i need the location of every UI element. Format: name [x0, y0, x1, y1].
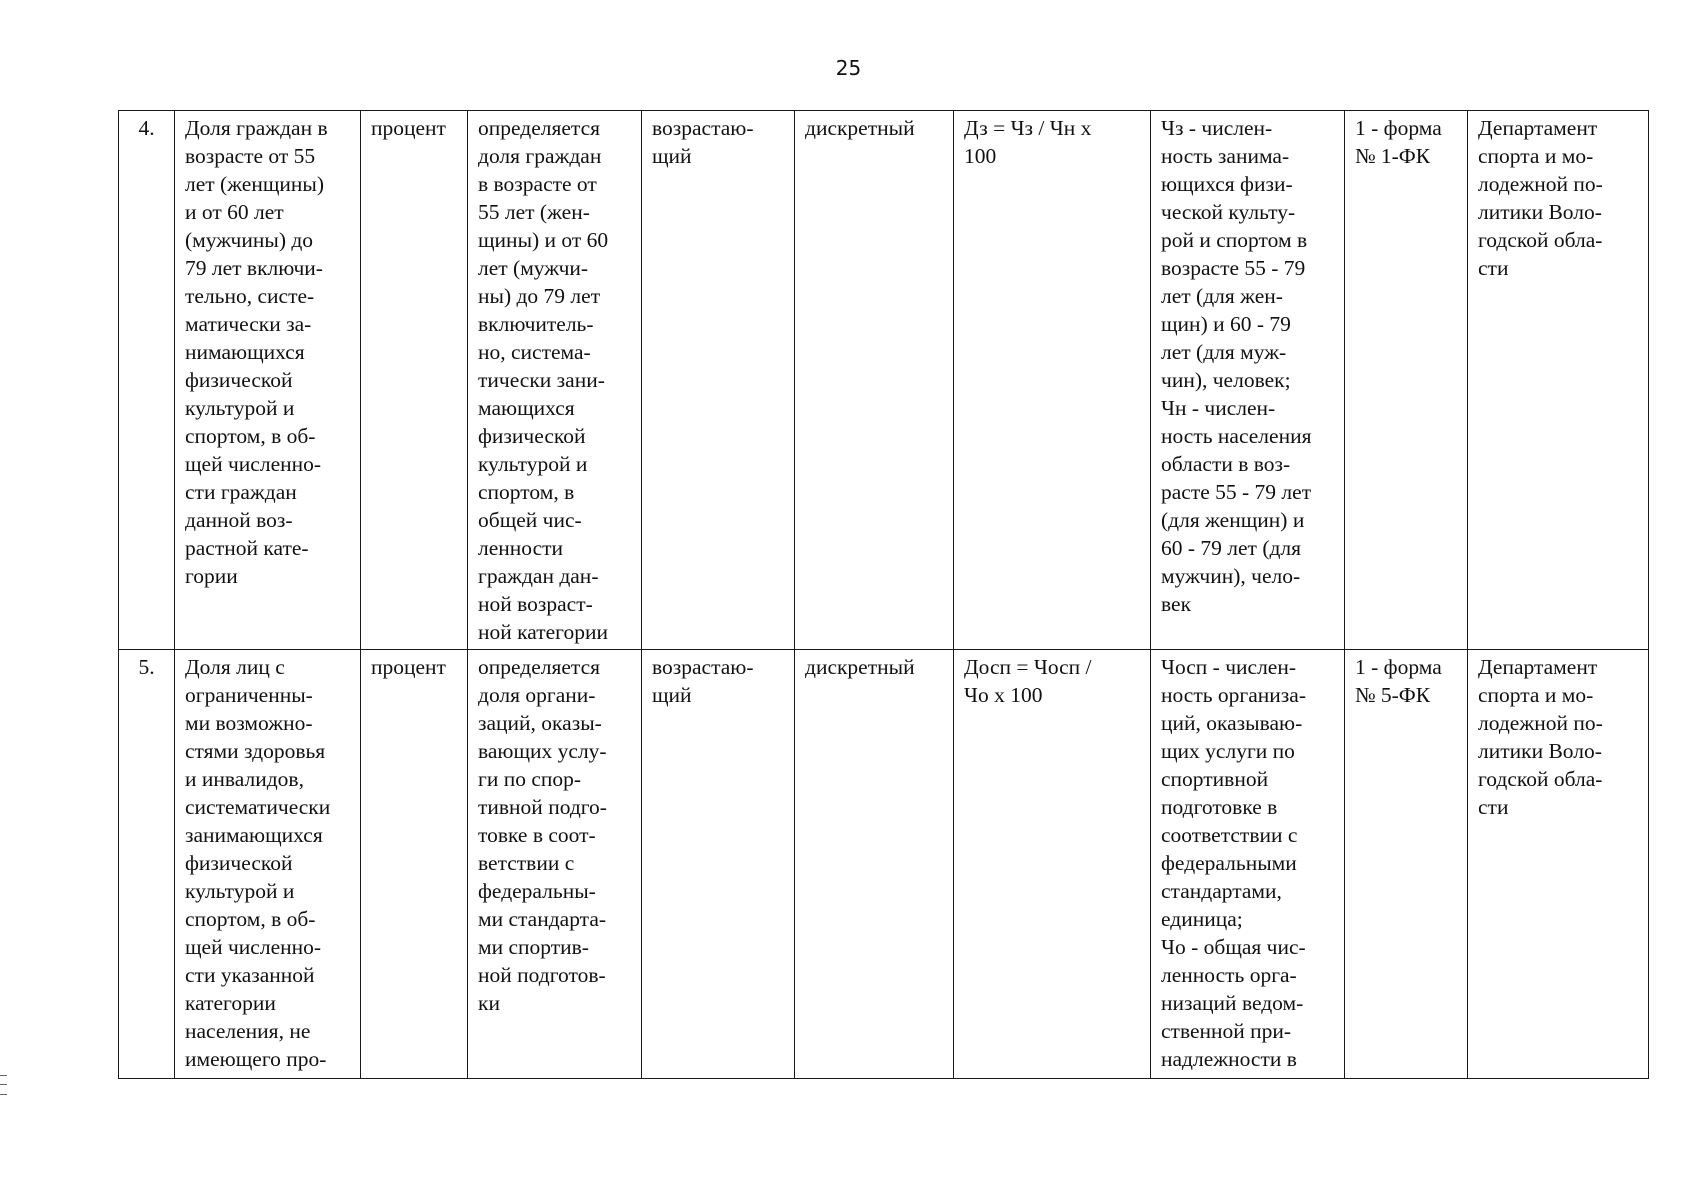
formula-cell: Дз = Чз / Чн х 100 — [954, 111, 1151, 650]
row-number-cell: 5. — [119, 650, 175, 1079]
type-cell: дискретный — [795, 111, 954, 650]
indicator-name-cell: Доля лиц с ограниченны- ми возможно- стями здоровья и инвалидов, систематически занимающихся физической культурой и спортом, в об- щей численно- сти указанной категории населения, не имеющего про- — [175, 650, 361, 1079]
type-cell: дискретный — [795, 650, 954, 1079]
definition-cell: определяется доля органи- заций, оказы- вающих услу- ги по спор- тивной подго- товке в соот- ветствии с федеральны- ми стандарта- ми спортив- ной подготов- ки — [468, 650, 642, 1079]
row-number-cell: 4. — [119, 111, 175, 650]
responsible-cell: Департамент спорта и мо- лодежной по- литики Воло- годской обла- сти — [1468, 111, 1649, 650]
variables-cell: Чосп - числен- ность организа- ций, оказываю- щих услуги по спортивной подготовке в соответствии с федеральными стандартами, единица; Чо - общая чис- ленность орга- низаций ведом- ственной при- надлежности в — [1151, 650, 1345, 1079]
indicator-name-cell: Доля граждан в возрасте от 55 лет (женщины) и от 60 лет (мужчины) до 79 лет включи- тельно, систе- матически за- нимающихся физической культурой и спортом, в об- щей численно- сти граждан данной воз- растной кате- гории — [175, 111, 361, 650]
unit-cell: процент — [361, 650, 468, 1079]
page-number: 25 — [835, 56, 862, 80]
responsible-cell: Департамент спорта и мо- лодежной по- литики Воло- годской обла- сти — [1468, 650, 1649, 1079]
indicator-table — [118, 110, 1649, 1079]
source-cell: 1 - форма № 5-ФК — [1345, 650, 1468, 1079]
dynamics-cell: возрастаю- щий — [642, 111, 795, 650]
source-cell: 1 - форма № 1-ФК — [1345, 111, 1468, 650]
table-row — [119, 650, 1649, 1079]
variables-cell: Чз - числен- ность занима- ющихся физи- ческой культу- рой и спортом в возрасте 55 - 79 лет (для жен- щин) и 60 - 79 лет (для муж- чин), человек; Чн - числен- ность населения области в воз- расте 55 - 79 лет (для женщин) и 60 - 79 лет (для мужчин), чело- век — [1151, 111, 1345, 650]
dynamics-cell: возрастаю- щий — [642, 650, 795, 1079]
formula-cell: Досп = Чосп / Чо х 100 — [954, 650, 1151, 1079]
definition-cell: определяется доля граждан в возрасте от 55 лет (жен- щины) и от 60 лет (мужчи- ны) до 79 лет включитель- но, система- тически зани- мающихся физической культурой и спортом, в общей чис- ленности граждан дан- ной возраст- ной категории — [468, 111, 642, 650]
table-row — [119, 111, 1649, 650]
scan-edge-mark — [0, 1075, 7, 1095]
unit-cell: процент — [361, 111, 468, 650]
